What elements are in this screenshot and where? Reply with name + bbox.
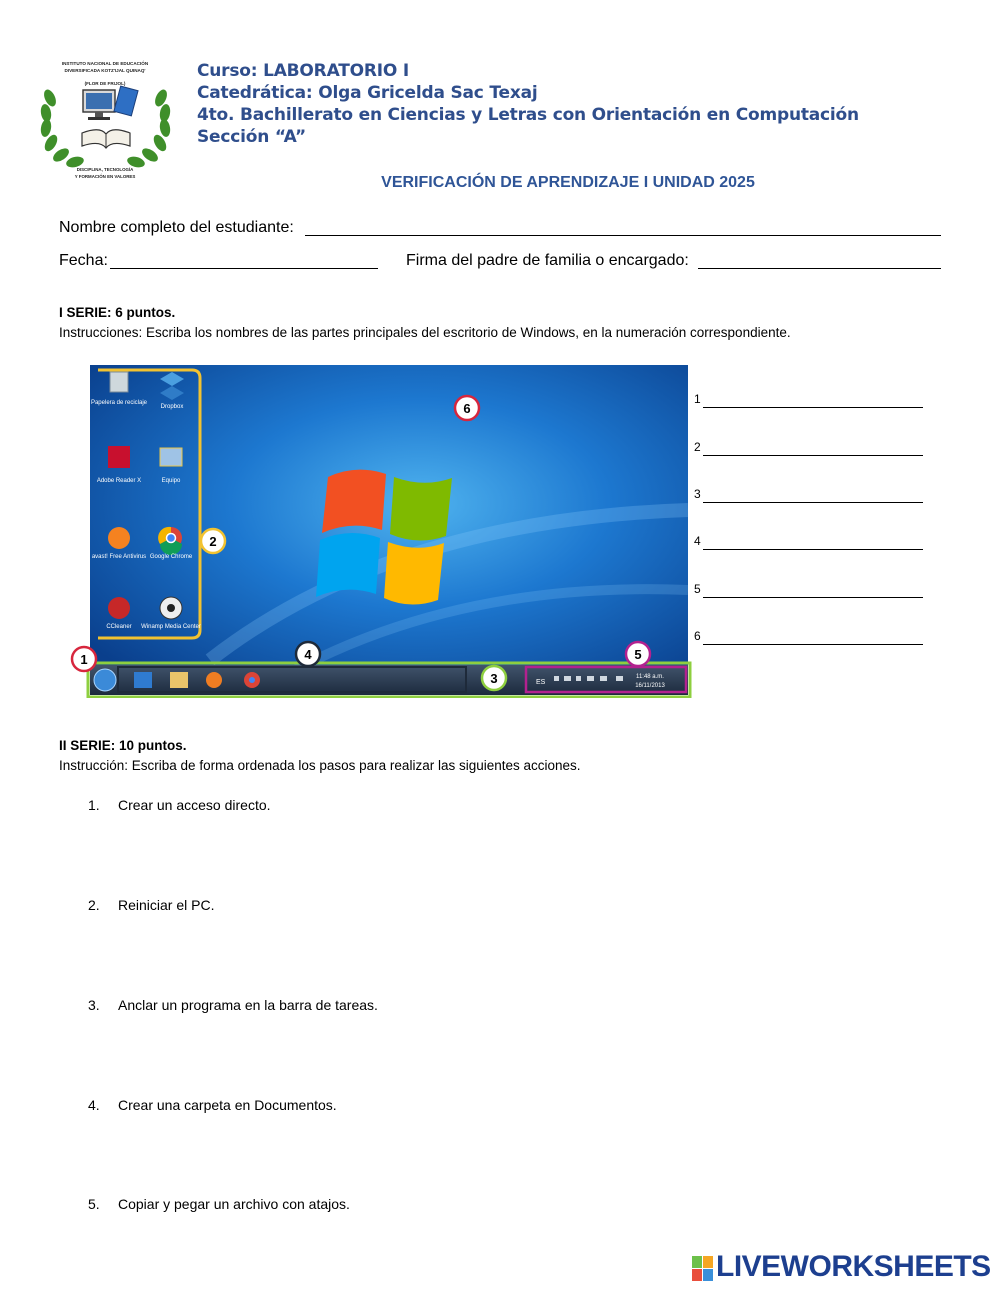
windows-desktop-screenshot [60,360,692,698]
answer-2-line[interactable] [703,455,923,456]
icon-label-dropbox: Dropbox [160,404,184,410]
callout-2-label: 2 [209,534,217,549]
liveworksheets-logo-icon [692,1256,714,1282]
desktop-background [90,365,688,695]
logo-motto-line-1: DISCIPLINA, TECNOLOGÍA [76,167,134,172]
section-name: Sección “A” [197,127,307,147]
dropbox-icon [160,372,184,410]
date-input-line[interactable] [110,268,378,269]
icon-label-avast: avast! Free Antivirus [91,554,147,560]
signature-label: Firma del padre de familia o encargado: [406,252,689,269]
program-name: 4to. Bachillerato en Ciencias y Letras con Orientación en Computación [197,105,859,125]
teacher-name: Catedrática: Olga Gricelda Sac Texaj [197,83,538,103]
student-name-label: Nombre completo del estudiante: [59,219,294,236]
icon-label-chrome: Google Chrome [149,554,193,560]
serie1-title: I SERIE: 6 puntos. [59,305,176,320]
list-item-number: 5. [88,1196,100,1212]
start-button-icon [94,669,116,691]
answer-1-number: 1 [694,392,701,406]
callout-3 [482,666,506,690]
callout-5-label: 5 [634,647,642,662]
list-item-number: 3. [88,997,100,1013]
list-item: Copiar y pegar un archivo con atajos. [118,1196,350,1212]
icon-label-media: Winamp Media Center [141,624,201,630]
answer-6-line[interactable] [703,644,923,645]
answer-4-number: 4 [694,534,701,548]
ccleaner-icon [106,597,131,630]
list-item: Reiniciar el PC. [118,897,215,913]
answer-2-number: 2 [694,440,701,454]
callout-4-label: 4 [304,647,312,662]
tray-clock-date: 16/11/2013 [635,683,665,689]
answer-5-line[interactable] [703,597,923,598]
serie1-instructions: Instrucciones: Escriba los nombres de las partes principales del escritorio de Windows, en la numeración correspondiente. [59,325,791,340]
explorer-taskbar-icon [170,672,188,688]
list-item: Anclar un programa en la barra de tareas. [118,997,378,1013]
list-item-number: 4. [88,1097,100,1113]
callout-2 [201,529,225,553]
tray-language: ES [536,679,546,686]
media-player-taskbar-icon [206,672,222,688]
liveworksheets-watermark: LIVEWORKSHEETS [716,1250,991,1283]
serie2-title: II SERIE: 10 puntos. [59,738,187,753]
list-item-number: 2. [88,897,100,913]
list-item-number: 1. [88,797,100,813]
logo-text-line-1: INSTITUTO NACIONAL DE EDUCACIÓN [61,61,149,66]
callout-4 [296,642,320,666]
icon-label-equipo: Equipo [161,478,181,484]
ie-taskbar-icon [134,672,152,688]
logo-text-line-2: DIVERSIFICADA KOTZ'IJAL QUINAQ' [64,68,146,73]
page-title: VERIFICACIÓN DE APRENDIZAJE I UNIDAD 2025 [381,174,755,191]
computer-icon [83,90,115,120]
list-item: Crear un acceso directo. [118,797,271,813]
school-logo [38,58,173,183]
answer-4-line[interactable] [703,549,923,550]
icon-label-adobe: Adobe Reader X [96,478,142,484]
answer-3-number: 3 [694,487,701,501]
computer-desktop-icon [160,448,182,484]
course-name: Curso: LABORATORIO I [197,61,409,81]
date-label: Fecha: [59,252,108,269]
book-blue-icon [114,86,138,116]
answer-5-number: 5 [694,582,701,596]
answer-6-number: 6 [694,629,701,643]
answer-1-line[interactable] [703,407,923,408]
icon-label-recycle-bin: Papelera de reciclaje [90,400,148,406]
callout-6-label: 6 [463,401,471,416]
callout-6 [455,396,479,420]
open-book-icon [82,130,130,148]
icon-label-ccleaner: CCleaner [106,624,132,630]
serie2-instruction: Instrucción: Escriba de forma ordenada los pasos para realizar las siguientes acciones. [59,758,581,773]
student-name-input-line[interactable] [305,235,941,236]
callout-1-label: 1 [80,652,88,667]
callout-1 [72,647,96,671]
tray-clock-time: 11:48 a.m. [636,674,664,680]
logo-text-line-3: (FLOR DE FRIJOL) [84,81,126,86]
list-item: Crear una carpeta en Documentos. [118,1097,337,1113]
answer-3-line[interactable] [703,502,923,503]
callout-5 [626,642,650,666]
logo-motto-line-2: Y FORMACIÓN EN VALORES [74,174,136,179]
callout-3-label: 3 [490,671,498,686]
signature-input-line[interactable] [698,268,941,269]
